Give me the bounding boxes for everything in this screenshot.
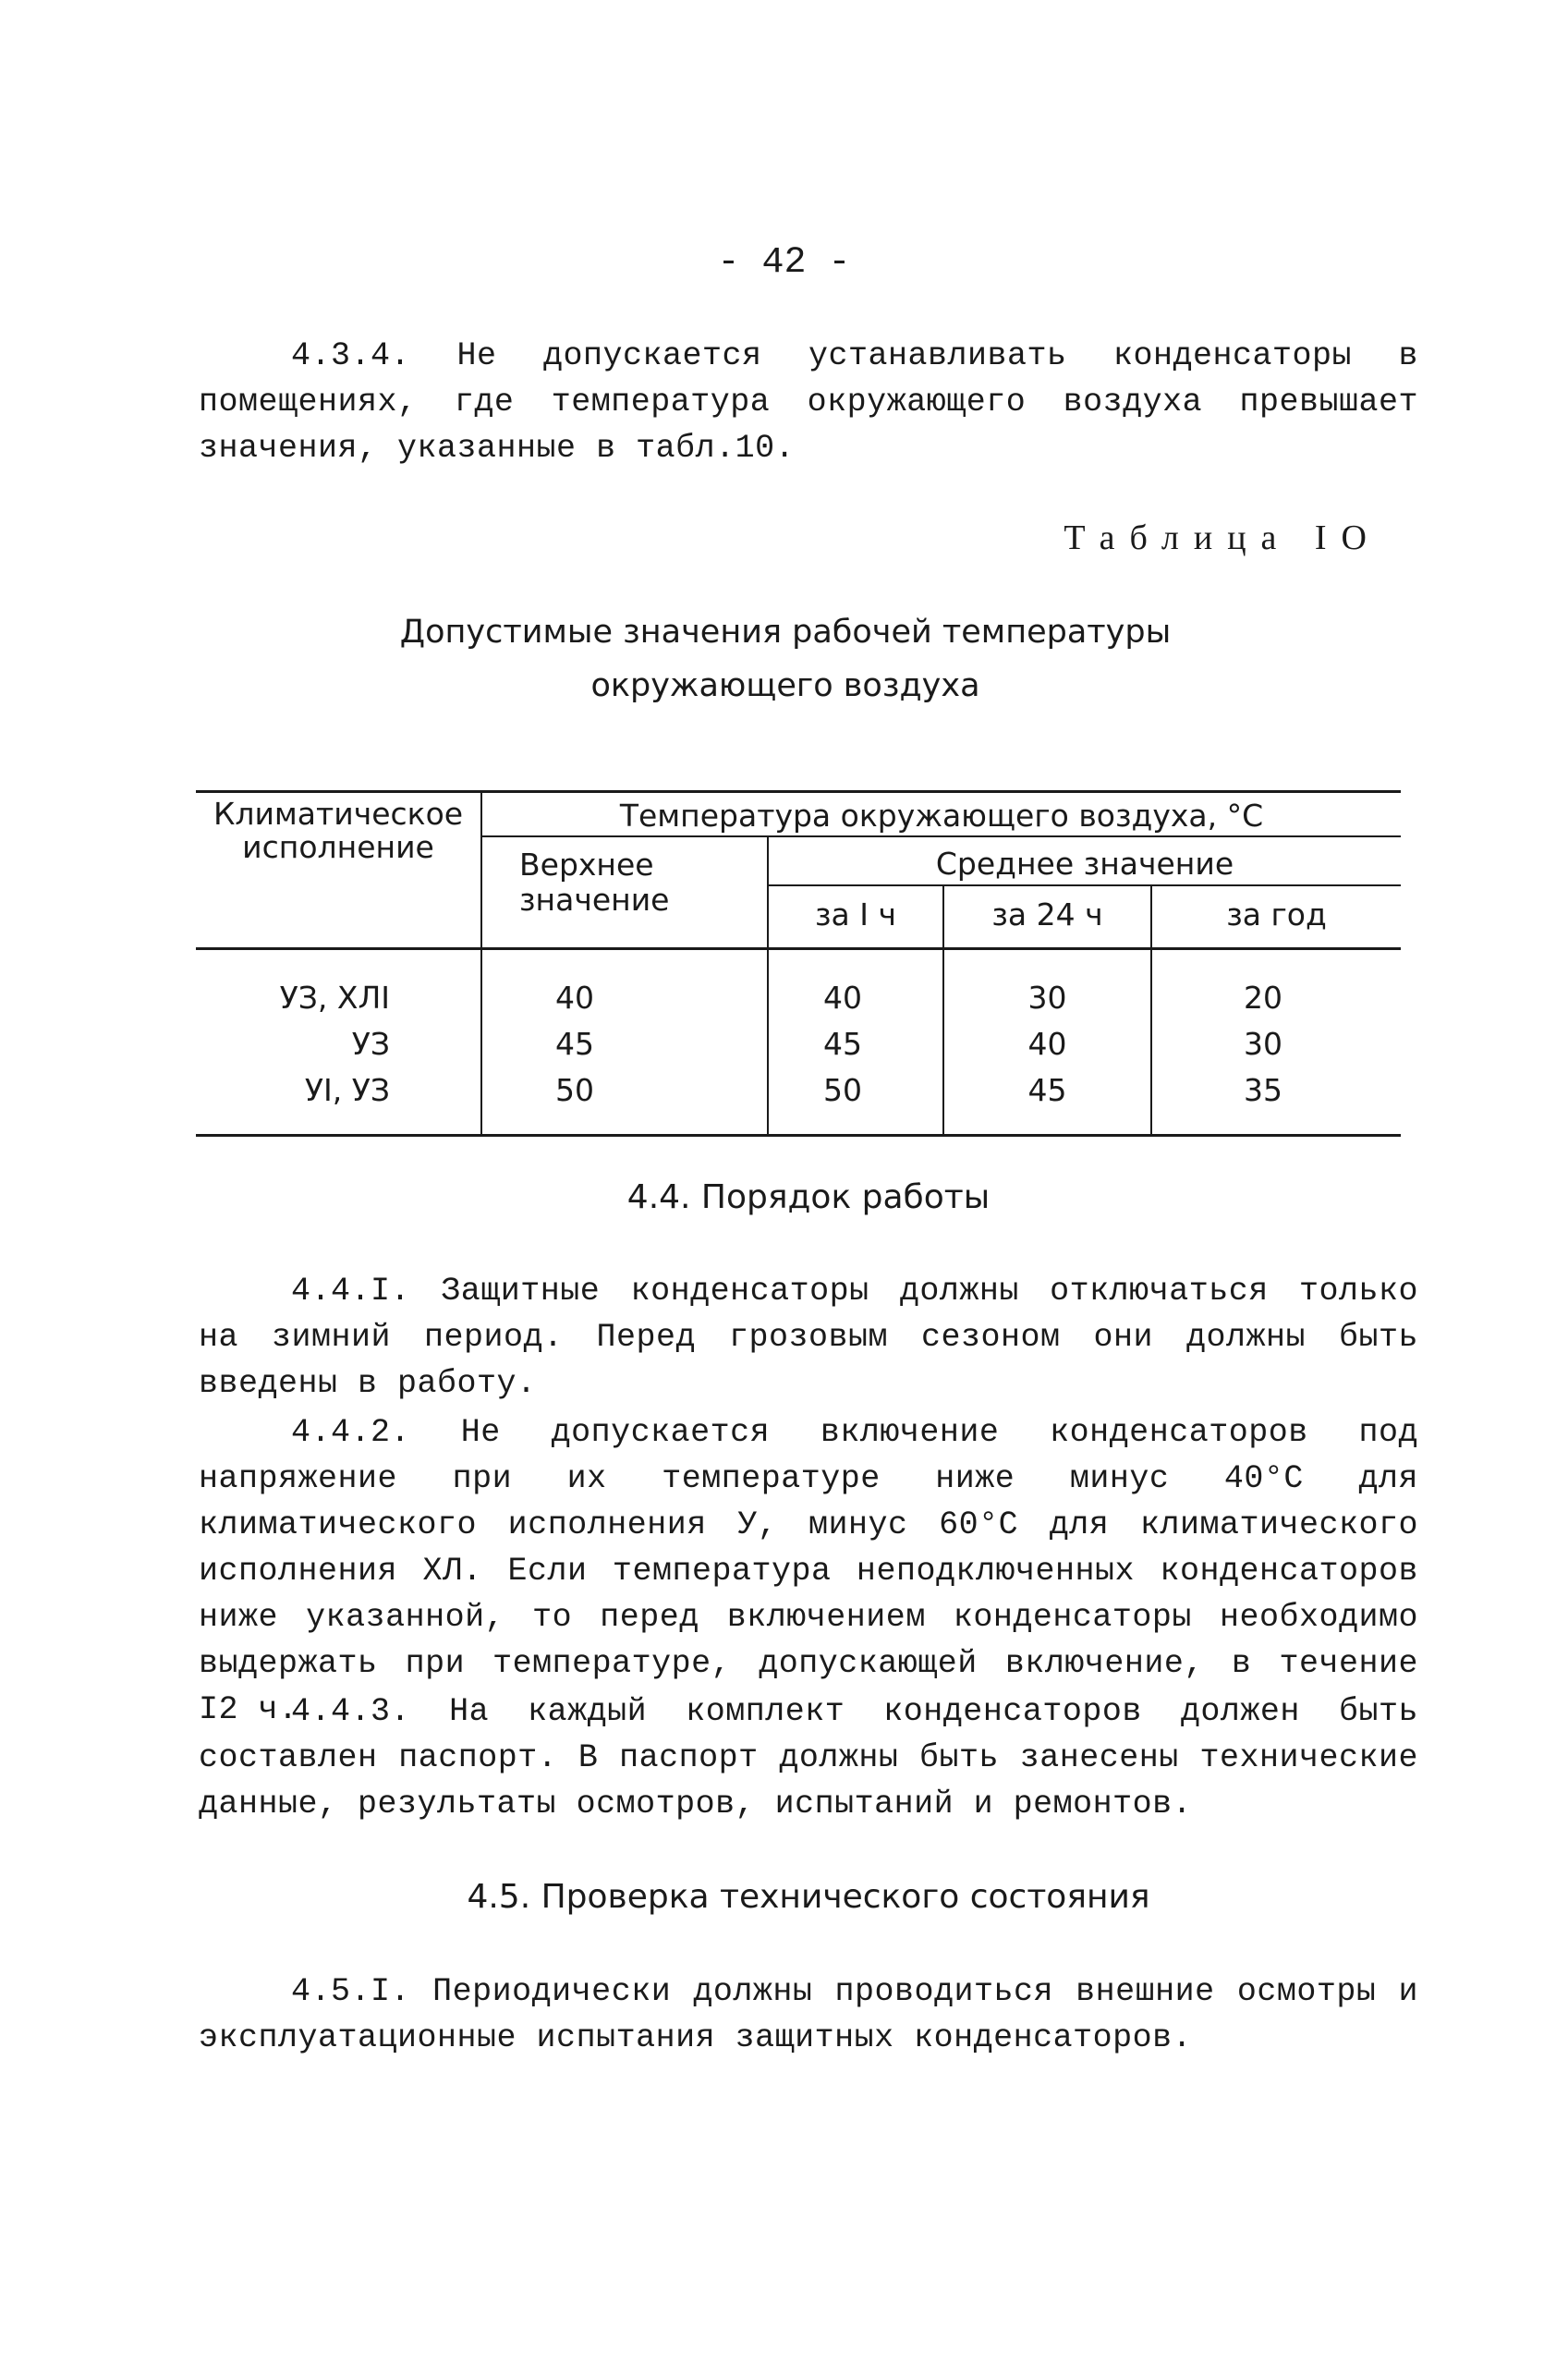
header-per-24h: за 24 ч <box>991 896 1103 933</box>
row-2-h1: 45 <box>823 1026 862 1062</box>
header-temperature: Температура окружающего воздуха, °С <box>619 798 1264 834</box>
table-title-line-1: Допустимые значения рабочей температуры <box>399 614 1172 651</box>
row-1-h24: 30 <box>1027 980 1067 1016</box>
header-average-value: Среднее значение <box>935 846 1234 882</box>
paragraph-4-4-1: 4.4.I. Защитные конденсаторы должны отключаться только на зимний период. Перед грозовым сезоном они должны быть введены в работу. <box>199 1273 1418 1402</box>
paragraph-4-4-2: 4.4.2. Не допускается включение конденсаторов под напряжение при их температуре ниже минус 40°С для климатического исполнения У, минус 60°С для климатического исполнения ХЛ. Если температура неподключенных конденсаторов ниже указанной, то перед включением конденсаторы необходимо выдержать при температуре, допускающей включение, в течение I2 ч. <box>199 1414 1418 1728</box>
header-upper-value: Верхнее значение <box>519 847 670 918</box>
paragraph-4-5-1: 4.5.I. Периодически должны проводиться внешние осмотры и эксплуатационные испытания защитных конденсаторов. <box>199 1973 1418 2056</box>
table-title <box>277 605 1294 713</box>
row-3-h24: 45 <box>1027 1072 1067 1108</box>
temperature-table <box>196 790 1401 1137</box>
row-2-year: 30 <box>1244 1026 1282 1062</box>
row-3-h1: 50 <box>823 1072 862 1108</box>
paragraph-4-3-4: 4.3.4. Не допускается устанавливать конденсаторы в помещениях, где температура окружающего воздуха превышает значения, указанные в табл.10. <box>199 337 1418 467</box>
table-label: Таблица IO <box>1064 518 1381 557</box>
table-title-line-2: окружающего воздуха <box>590 667 980 704</box>
row-1-h1: 40 <box>823 980 862 1016</box>
header-per-year: за год <box>1226 896 1327 933</box>
row-1-climate: УЗ, ХЛI <box>279 980 390 1016</box>
row-2-upper: 45 <box>555 1026 594 1062</box>
header-climate: Климатическое исполнение <box>213 796 464 865</box>
row-2-h24: 40 <box>1027 1026 1067 1062</box>
page-number: - 42 - <box>717 242 851 284</box>
row-3-upper: 50 <box>555 1072 594 1108</box>
header-per-1h: за I ч <box>815 896 896 933</box>
row-1-upper: 40 <box>555 980 594 1016</box>
section-heading-4-4: 4.4. Порядок работы <box>626 1178 991 1216</box>
paragraph-4-4-3: 4.4.3. На каждый комплект конденсаторов должен быть составлен паспорт. В паспорт должны быть занесены технические данные, результаты осмотров, испытаний и ремонтов. <box>199 1693 1418 1822</box>
row-3-climate: УI, УЗ <box>304 1072 390 1108</box>
row-1-year: 20 <box>1244 980 1282 1016</box>
row-2-climate: УЗ <box>351 1026 390 1062</box>
row-3-year: 35 <box>1244 1072 1282 1108</box>
section-heading-4-5: 4.5. Проверка технического состояния <box>467 1878 1150 1916</box>
